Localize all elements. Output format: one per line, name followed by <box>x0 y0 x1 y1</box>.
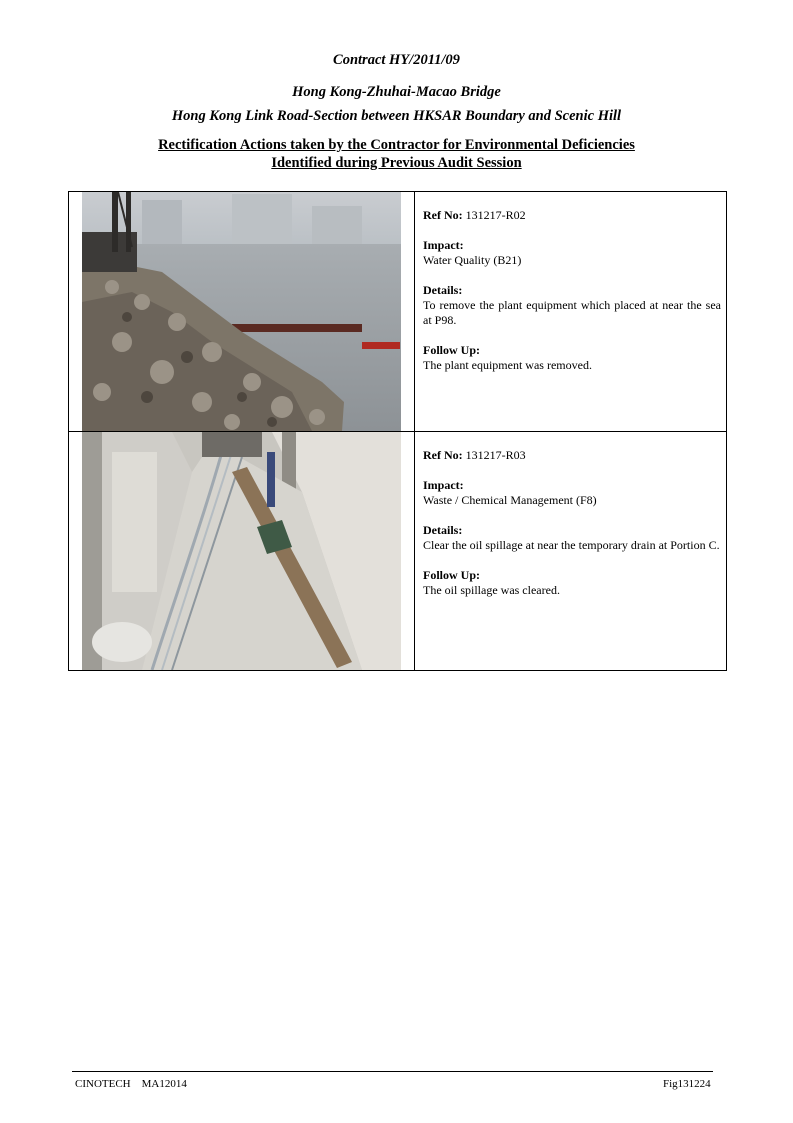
table-row <box>69 192 726 432</box>
followup-value: The oil spillage was cleared. <box>423 583 560 597</box>
ref-label: Ref No: <box>423 448 463 462</box>
impact-label: Impact: <box>423 238 464 252</box>
details-value: To remove the plant equipment which placed at near the sea at P98. <box>423 298 721 327</box>
details-label: Details: <box>423 523 463 537</box>
followup-label: Follow Up: <box>423 343 480 357</box>
contract-number: Contract HY/2011/09 <box>333 52 460 68</box>
impact-label: Impact: <box>423 478 464 492</box>
details-value: Clear the oil spillage at near the temporary drain at Portion C. <box>423 538 720 552</box>
footer-figure-ref: Fig131224 <box>663 1078 711 1090</box>
table-row <box>69 432 726 670</box>
record-details <box>423 208 721 388</box>
report-title-line2: Identified during Previous Audit Session <box>271 155 522 171</box>
followup-value: The plant equipment was removed. <box>423 358 592 372</box>
section-title: Hong Kong Link Road-Section between HKSAR Boundary and Scenic Hill <box>171 108 622 124</box>
details-label: Details: <box>423 283 463 297</box>
footer-divider <box>72 1071 713 1072</box>
ref-value: 131217-R03 <box>465 448 526 462</box>
record-details <box>423 448 721 613</box>
site-photo-drain <box>82 432 401 670</box>
project-title: Hong Kong-Zhuhai-Macao Bridge <box>292 84 501 100</box>
site-photo-seawall <box>82 192 401 431</box>
report-title-line1: Rectification Actions taken by the Contractor for Environmental Deficiencies <box>158 137 635 153</box>
rectification-table <box>68 191 727 671</box>
ref-value: 131217-R02 <box>465 208 526 222</box>
followup-label: Follow Up: <box>423 568 480 582</box>
photo-cell <box>69 432 415 670</box>
photo-cell <box>69 192 415 431</box>
footer-company: CINOTECH MA12014 <box>75 1078 187 1090</box>
impact-value: Waste / Chemical Management (F8) <box>423 493 597 507</box>
impact-value: Water Quality (B21) <box>423 253 522 267</box>
ref-label: Ref No: <box>423 208 463 222</box>
